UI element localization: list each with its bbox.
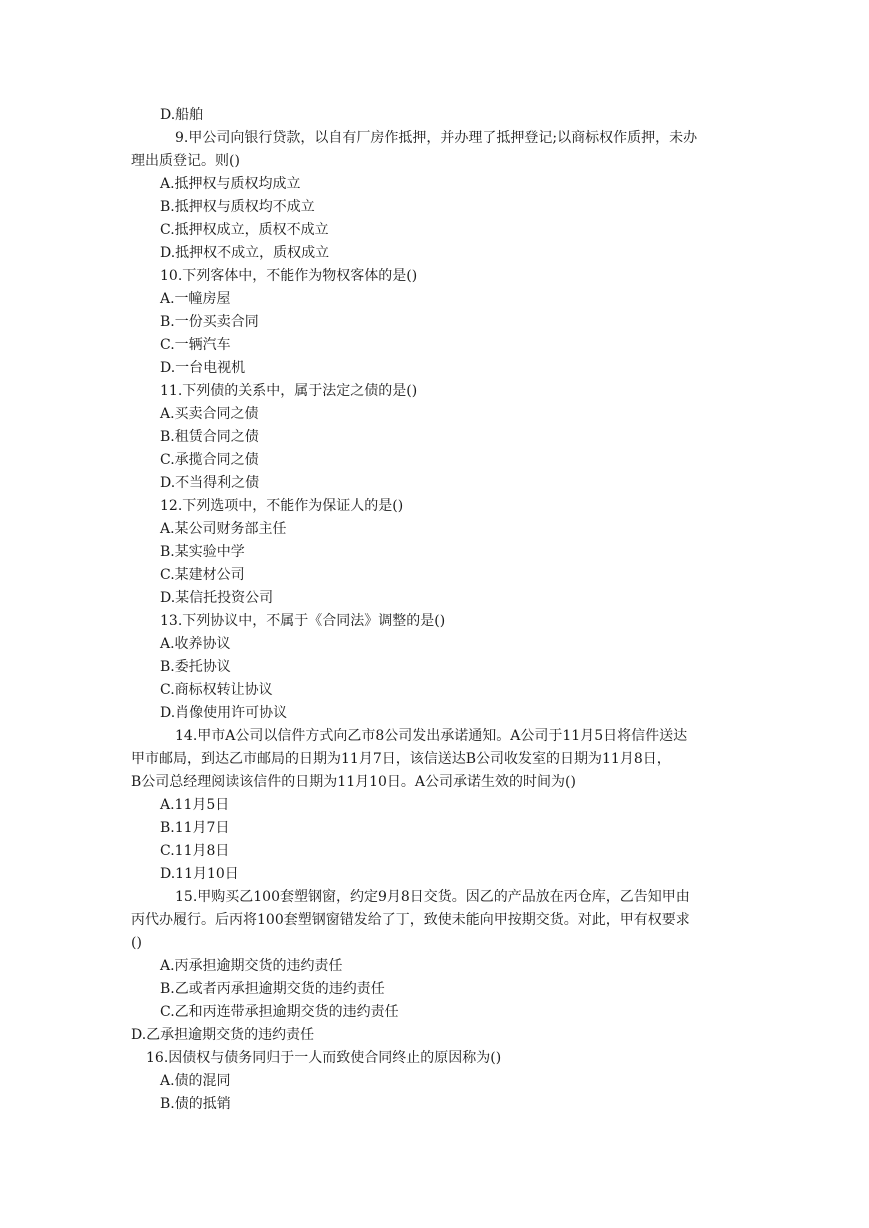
option-a: A.丙承担逾期交货的违约责任 — [160, 958, 343, 974]
text-line: 甲市邮局，到达乙市邮局的日期为11月7日，该信送达B公司收发室的日期为11月8日， — [131, 751, 671, 767]
option-a: A.收养协议 — [160, 636, 231, 652]
option-a: A.买卖合同之债 — [160, 406, 259, 422]
text-line: 丙代办履行。后丙将100套塑钢窗错发给了丁，致使未能向甲按期交货。对此，甲有权要求 — [131, 912, 690, 928]
question-16: 16.因债权与债务同归于一人而致使合同终止的原因称为() — [146, 1050, 502, 1066]
question-9: 9.甲公司向银行贷款，以自有厂房作抵押，并办理了抵押登记;以商标权作质押，未办 — [175, 130, 698, 146]
text-line: () — [131, 935, 142, 951]
option-b: B.乙或者丙承担逾期交货的违约责任 — [160, 981, 385, 997]
option-d: D.肖像使用许可协议 — [160, 705, 288, 721]
option-b: B.抵押权与质权均不成立 — [160, 199, 315, 215]
text-line: D.船舶 — [160, 107, 204, 123]
option-b: B.11月7日 — [160, 820, 230, 836]
option-c: C.某建材公司 — [160, 567, 245, 583]
option-c: C.11月8日 — [160, 843, 230, 859]
question-11: 11.下列债的关系中，属于法定之债的是() — [160, 383, 418, 399]
option-c: C.抵押权成立，质权不成立 — [160, 222, 329, 238]
option-a: A.一幢房屋 — [160, 291, 231, 307]
question-15: 15.甲购买乙100套塑钢窗，约定9月8日交货。因乙的产品放在丙仓库，乙告知甲由 — [175, 889, 690, 905]
option-d: D.不当得利之债 — [160, 475, 260, 491]
question-14: 14.甲市A公司以信件方式向乙市8公司发出承诺通知。A公司于11月5日将信件送达 — [175, 728, 688, 744]
option-c: C.承揽合同之债 — [160, 452, 259, 468]
option-a: A.11月5日 — [160, 797, 230, 813]
option-d: D.11月10日 — [160, 866, 239, 882]
text-line: B公司总经理阅读该信件的日期为11月10日。A公司承诺生效的时间为() — [131, 774, 576, 790]
option-d: D.某信托投资公司 — [160, 590, 274, 606]
option-b: B.租赁合同之债 — [160, 429, 259, 445]
option-b: B.某实验中学 — [160, 544, 245, 560]
option-a: A.债的混同 — [160, 1073, 231, 1089]
option-c: C.乙和丙连带承担逾期交货的违约责任 — [160, 1004, 399, 1020]
option-b: B.委托协议 — [160, 659, 231, 675]
question-13: 13.下列协议中，不属于《合同法》调整的是() — [160, 613, 446, 629]
option-d: D.一台电视机 — [160, 360, 246, 376]
option-b: B.一份买卖合同 — [160, 314, 259, 330]
option-c: C.商标权转让协议 — [160, 682, 273, 698]
option-b: B.债的抵销 — [160, 1096, 231, 1112]
question-12: 12.下列选项中，不能作为保证人的是() — [160, 498, 404, 514]
option-a: A.某公司财务部主任 — [160, 521, 287, 537]
question-10: 10.下列客体中，不能作为物权客体的是() — [160, 268, 418, 284]
option-a: A.抵押权与质权均成立 — [160, 176, 301, 192]
option-d: D.抵押权不成立，质权成立 — [160, 245, 330, 261]
option-c: C.一辆汽车 — [160, 337, 231, 353]
text-line: 理出质登记。则() — [131, 153, 240, 169]
option-d: D.乙承担逾期交货的违约责任 — [131, 1027, 315, 1043]
